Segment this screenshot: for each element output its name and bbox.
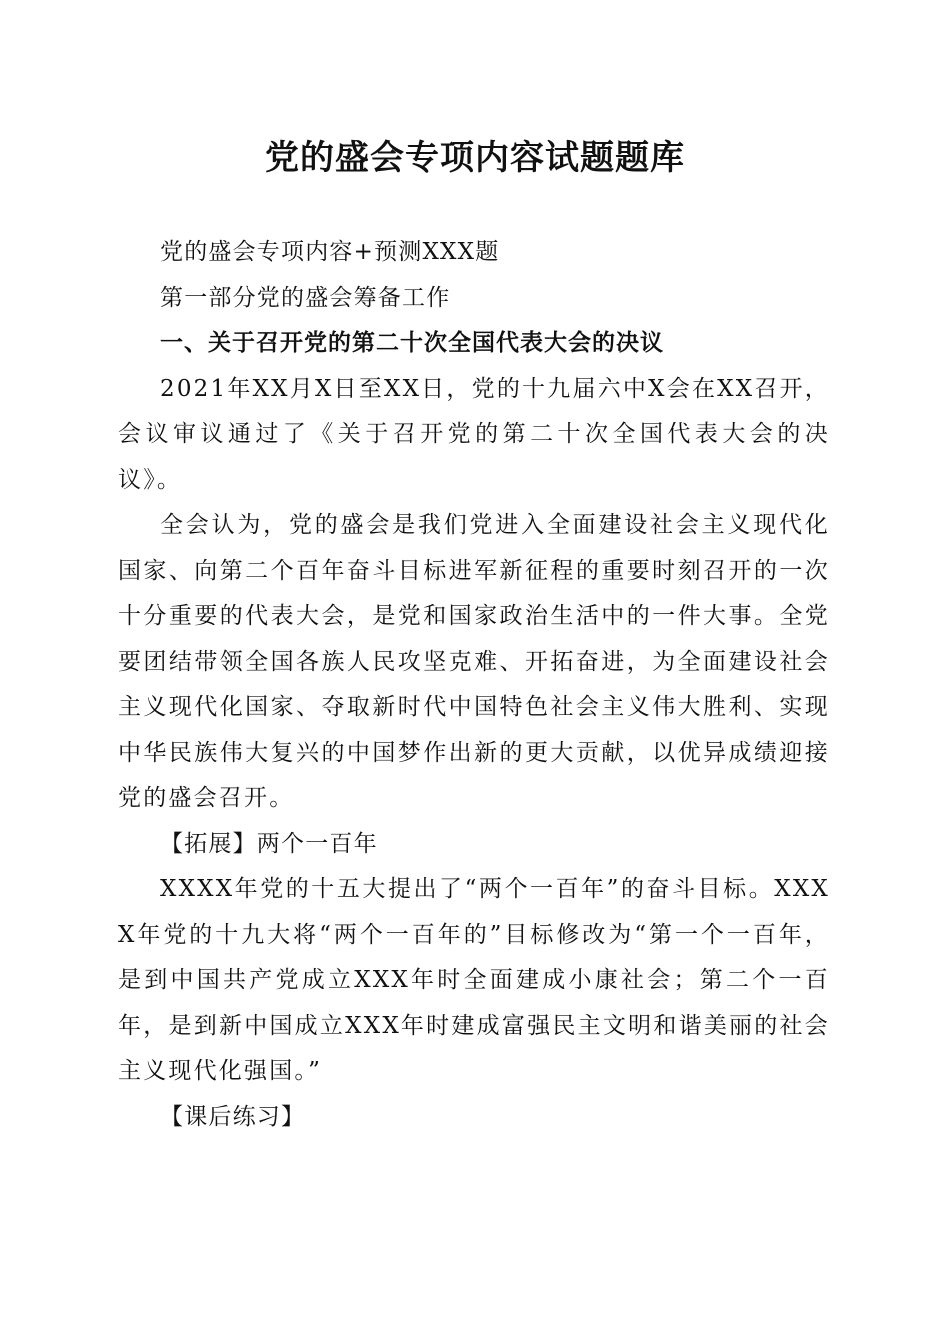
plenary-paragraph: 全会认为，党的盛会是我们党进入全面建设社会主义现代化国家、向第二个百年奋斗目标进军新征程的重要时刻召开的一次十分重要的代表大会，是党和国家政治生活中的一件大事。全党要团结带领全国各族人民攻坚克难、开拓奋进，为全面建设社会主义现代化国家、夺取新时代中国特色社会主义伟大胜利、实现中华民族伟大复兴的中国梦作出新的更大贡献，以优异成绩迎接党的盛会召开。 bbox=[118, 512, 830, 811]
extension-label: 【拓展】两个一百年 bbox=[160, 830, 378, 857]
document-title: 党的盛会专项内容试题题库 bbox=[265, 138, 685, 178]
exercise-label: 【课后练习】 bbox=[160, 1103, 306, 1130]
meeting-paragraph: 2021年XX月X日至XX日，党的十九届六中X会在XX召开，会议审议通过了《关于召开党的第二十次全国代表大会的决议》。 bbox=[118, 375, 830, 493]
part-heading: 第一部分党的盛会筹备工作 bbox=[160, 284, 451, 311]
document-body bbox=[118, 230, 830, 1140]
section-heading: 一、关于召开党的第二十次全国代表大会的决议 bbox=[160, 330, 664, 356]
subtitle-paragraph: 党的盛会专项内容+预测XXX题 bbox=[160, 239, 500, 265]
two-centenaries-paragraph: XXXX年党的十五大提出了“两个一百年”的奋斗目标。XXXX年党的十九大将“两个一百年的”目标修改为“第一个一百年，是到中国共产党成立XXX年时全面建成小康社会；第二个一百年，是到新中国成立XXX年时建成富强民主文明和谐美丽的社会主义现代化强国。” bbox=[118, 876, 830, 1084]
